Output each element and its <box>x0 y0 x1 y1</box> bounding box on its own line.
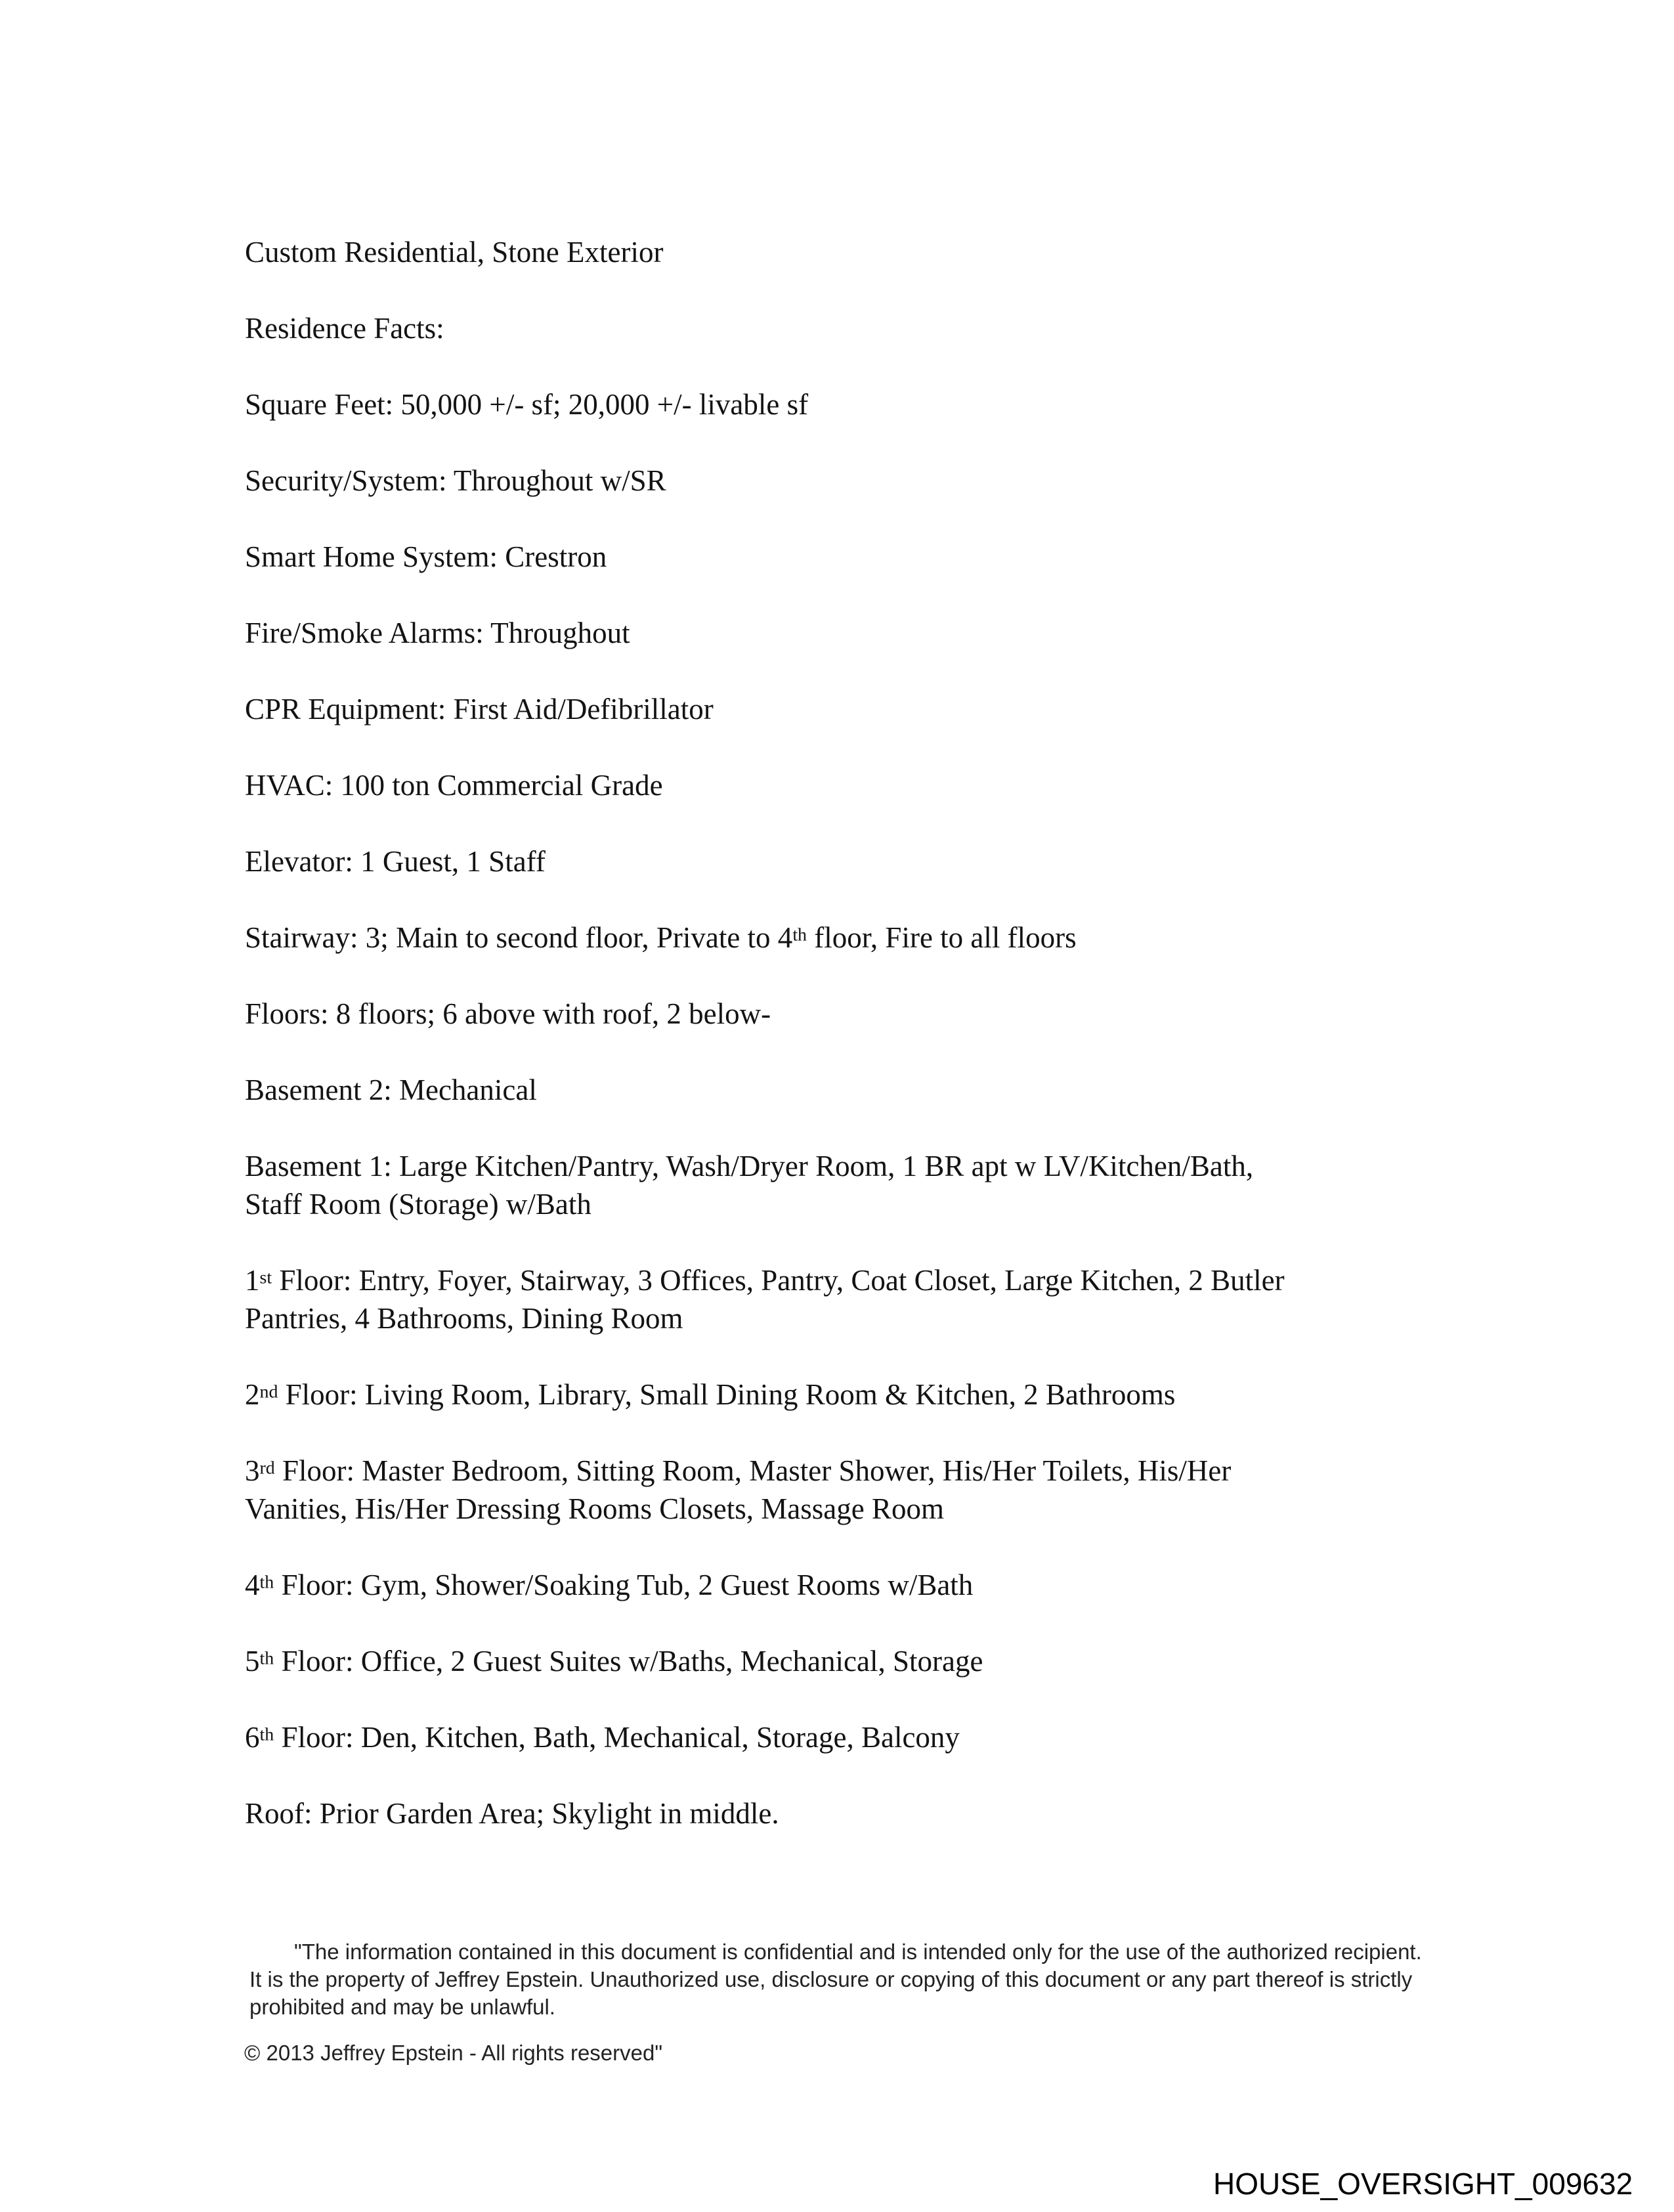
text-line <box>245 842 1466 880</box>
text-line <box>245 1071 1466 1109</box>
paragraph <box>245 462 1466 500</box>
text-segment: Roof: Prior Garden Area; Skylight in middle. <box>245 1797 779 1830</box>
document-body <box>245 233 1466 1871</box>
paragraph <box>245 1718 1466 1756</box>
text-line <box>245 1452 1466 1490</box>
text-line <box>245 233 1466 271</box>
text-segment: Fire/Smoke Alarms: Throughout <box>245 617 630 649</box>
paragraph <box>245 309 1466 347</box>
text-line <box>245 1642 1466 1680</box>
paragraph <box>245 1376 1466 1414</box>
paragraph <box>245 690 1466 728</box>
text-line <box>245 995 1466 1033</box>
text-line <box>245 1261 1466 1299</box>
text-segment: Vanities, His/Her Dressing Rooms Closets, Massage Room <box>245 1492 944 1525</box>
text-line <box>245 1376 1466 1414</box>
text-segment: Elevator: 1 Guest, 1 Staff <box>245 845 546 878</box>
text-segment: floor, Fire to all floors <box>807 921 1077 954</box>
text-segment: Pantries, 4 Bathrooms, Dining Room <box>245 1302 683 1335</box>
text-line <box>245 1566 1466 1604</box>
text-segment: Floor: Master Bedroom, Sitting Room, Master Shower, His/Her Toilets, His/Her <box>274 1454 1232 1487</box>
paragraph <box>245 766 1466 804</box>
bates-number: HOUSE_OVERSIGHT_009632 <box>1213 2167 1633 2201</box>
text-segment: CPR Equipment: First Aid/Defibrillator <box>245 693 714 726</box>
ordinal-superscript: st <box>259 1267 272 1288</box>
text-segment: 5 <box>245 1645 260 1678</box>
text-line <box>245 385 1466 423</box>
paragraph <box>245 233 1466 271</box>
ordinal-superscript: rd <box>259 1458 275 1479</box>
paragraph <box>245 842 1466 880</box>
text-line <box>245 1718 1466 1756</box>
footer-disclaimer <box>249 1938 1431 2021</box>
text-segment: Square Feet: 50,000 +/- sf; 20,000 +/- livable sf <box>245 388 809 421</box>
paragraph <box>245 538 1466 576</box>
disclaimer-line: It is the property of Jeffrey Epstein. Unauthorized use, disclosure or copying of this document or any part thereof is strictly <box>249 1967 1413 1991</box>
text-line <box>245 766 1466 804</box>
text-line <box>245 538 1466 576</box>
paragraph <box>245 1642 1466 1680</box>
ordinal-superscript: nd <box>259 1381 278 1402</box>
text-segment: Floor: Gym, Shower/Soaking Tub, 2 Guest Rooms w/Bath <box>274 1569 974 1601</box>
disclaimer-line: prohibited and may be unlawful. <box>249 1995 555 2019</box>
text-segment: 3 <box>245 1454 260 1487</box>
paragraph <box>245 385 1466 423</box>
text-line <box>245 919 1466 957</box>
text-line <box>245 1147 1466 1185</box>
text-line <box>245 1794 1466 1832</box>
paragraph <box>245 995 1466 1033</box>
paragraph <box>245 1261 1466 1337</box>
ordinal-superscript: th <box>259 1648 274 1669</box>
text-line <box>245 1185 1466 1223</box>
text-segment: Smart Home System: Crestron <box>245 540 607 573</box>
text-segment: Stairway: 3; Main to second floor, Private to 4 <box>245 921 793 954</box>
paragraph <box>245 1794 1466 1832</box>
text-line <box>245 1490 1466 1528</box>
text-segment: Residence Facts: <box>245 312 444 345</box>
paragraph <box>245 1147 1466 1223</box>
text-segment: Custom Residential, Stone Exterior <box>245 236 664 269</box>
text-segment: HVAC: 100 ton Commercial Grade <box>245 769 663 802</box>
text-segment: Security/System: Throughout w/SR <box>245 464 666 497</box>
text-segment: Floors: 8 floors; 6 above with roof, 2 below- <box>245 997 771 1030</box>
text-segment: 6 <box>245 1721 260 1754</box>
text-segment: Floor: Office, 2 Guest Suites w/Baths, Mechanical, Storage <box>274 1645 983 1678</box>
text-line <box>245 690 1466 728</box>
paragraph <box>245 1452 1466 1528</box>
copyright-line: © 2013 Jeffrey Epstein - All rights reserved" <box>244 2041 663 2065</box>
text-line <box>245 309 1466 347</box>
text-segment: 1 <box>245 1264 260 1297</box>
text-line <box>245 614 1466 652</box>
text-segment: Floor: Den, Kitchen, Bath, Mechanical, Storage, Balcony <box>274 1721 960 1754</box>
text-segment: Staff Room (Storage) w/Bath <box>245 1188 591 1221</box>
text-segment: Floor: Living Room, Library, Small Dining Room & Kitchen, 2 Bathrooms <box>278 1378 1176 1411</box>
ordinal-superscript: th <box>259 1724 274 1745</box>
ordinal-superscript: th <box>259 1572 274 1593</box>
text-segment: 4 <box>245 1569 260 1601</box>
text-segment: 2 <box>245 1378 260 1411</box>
disclaimer-line: "The information contained in this document is confidential and is intended only for the use of the authorized recipient. <box>294 1940 1422 1964</box>
paragraph <box>245 1071 1466 1109</box>
text-line <box>245 462 1466 500</box>
paragraph <box>245 1566 1466 1604</box>
ordinal-superscript: th <box>792 924 807 945</box>
paragraph <box>245 614 1466 652</box>
text-segment: Floor: Entry, Foyer, Stairway, 3 Offices, Pantry, Coat Closet, Large Kitchen, 2 Butler <box>272 1264 1285 1297</box>
text-segment: Basement 1: Large Kitchen/Pantry, Wash/Dryer Room, 1 BR apt w LV/Kitchen/Bath, <box>245 1150 1254 1182</box>
text-line <box>245 1299 1466 1337</box>
text-segment: Basement 2: Mechanical <box>245 1073 537 1106</box>
paragraph <box>245 919 1466 957</box>
